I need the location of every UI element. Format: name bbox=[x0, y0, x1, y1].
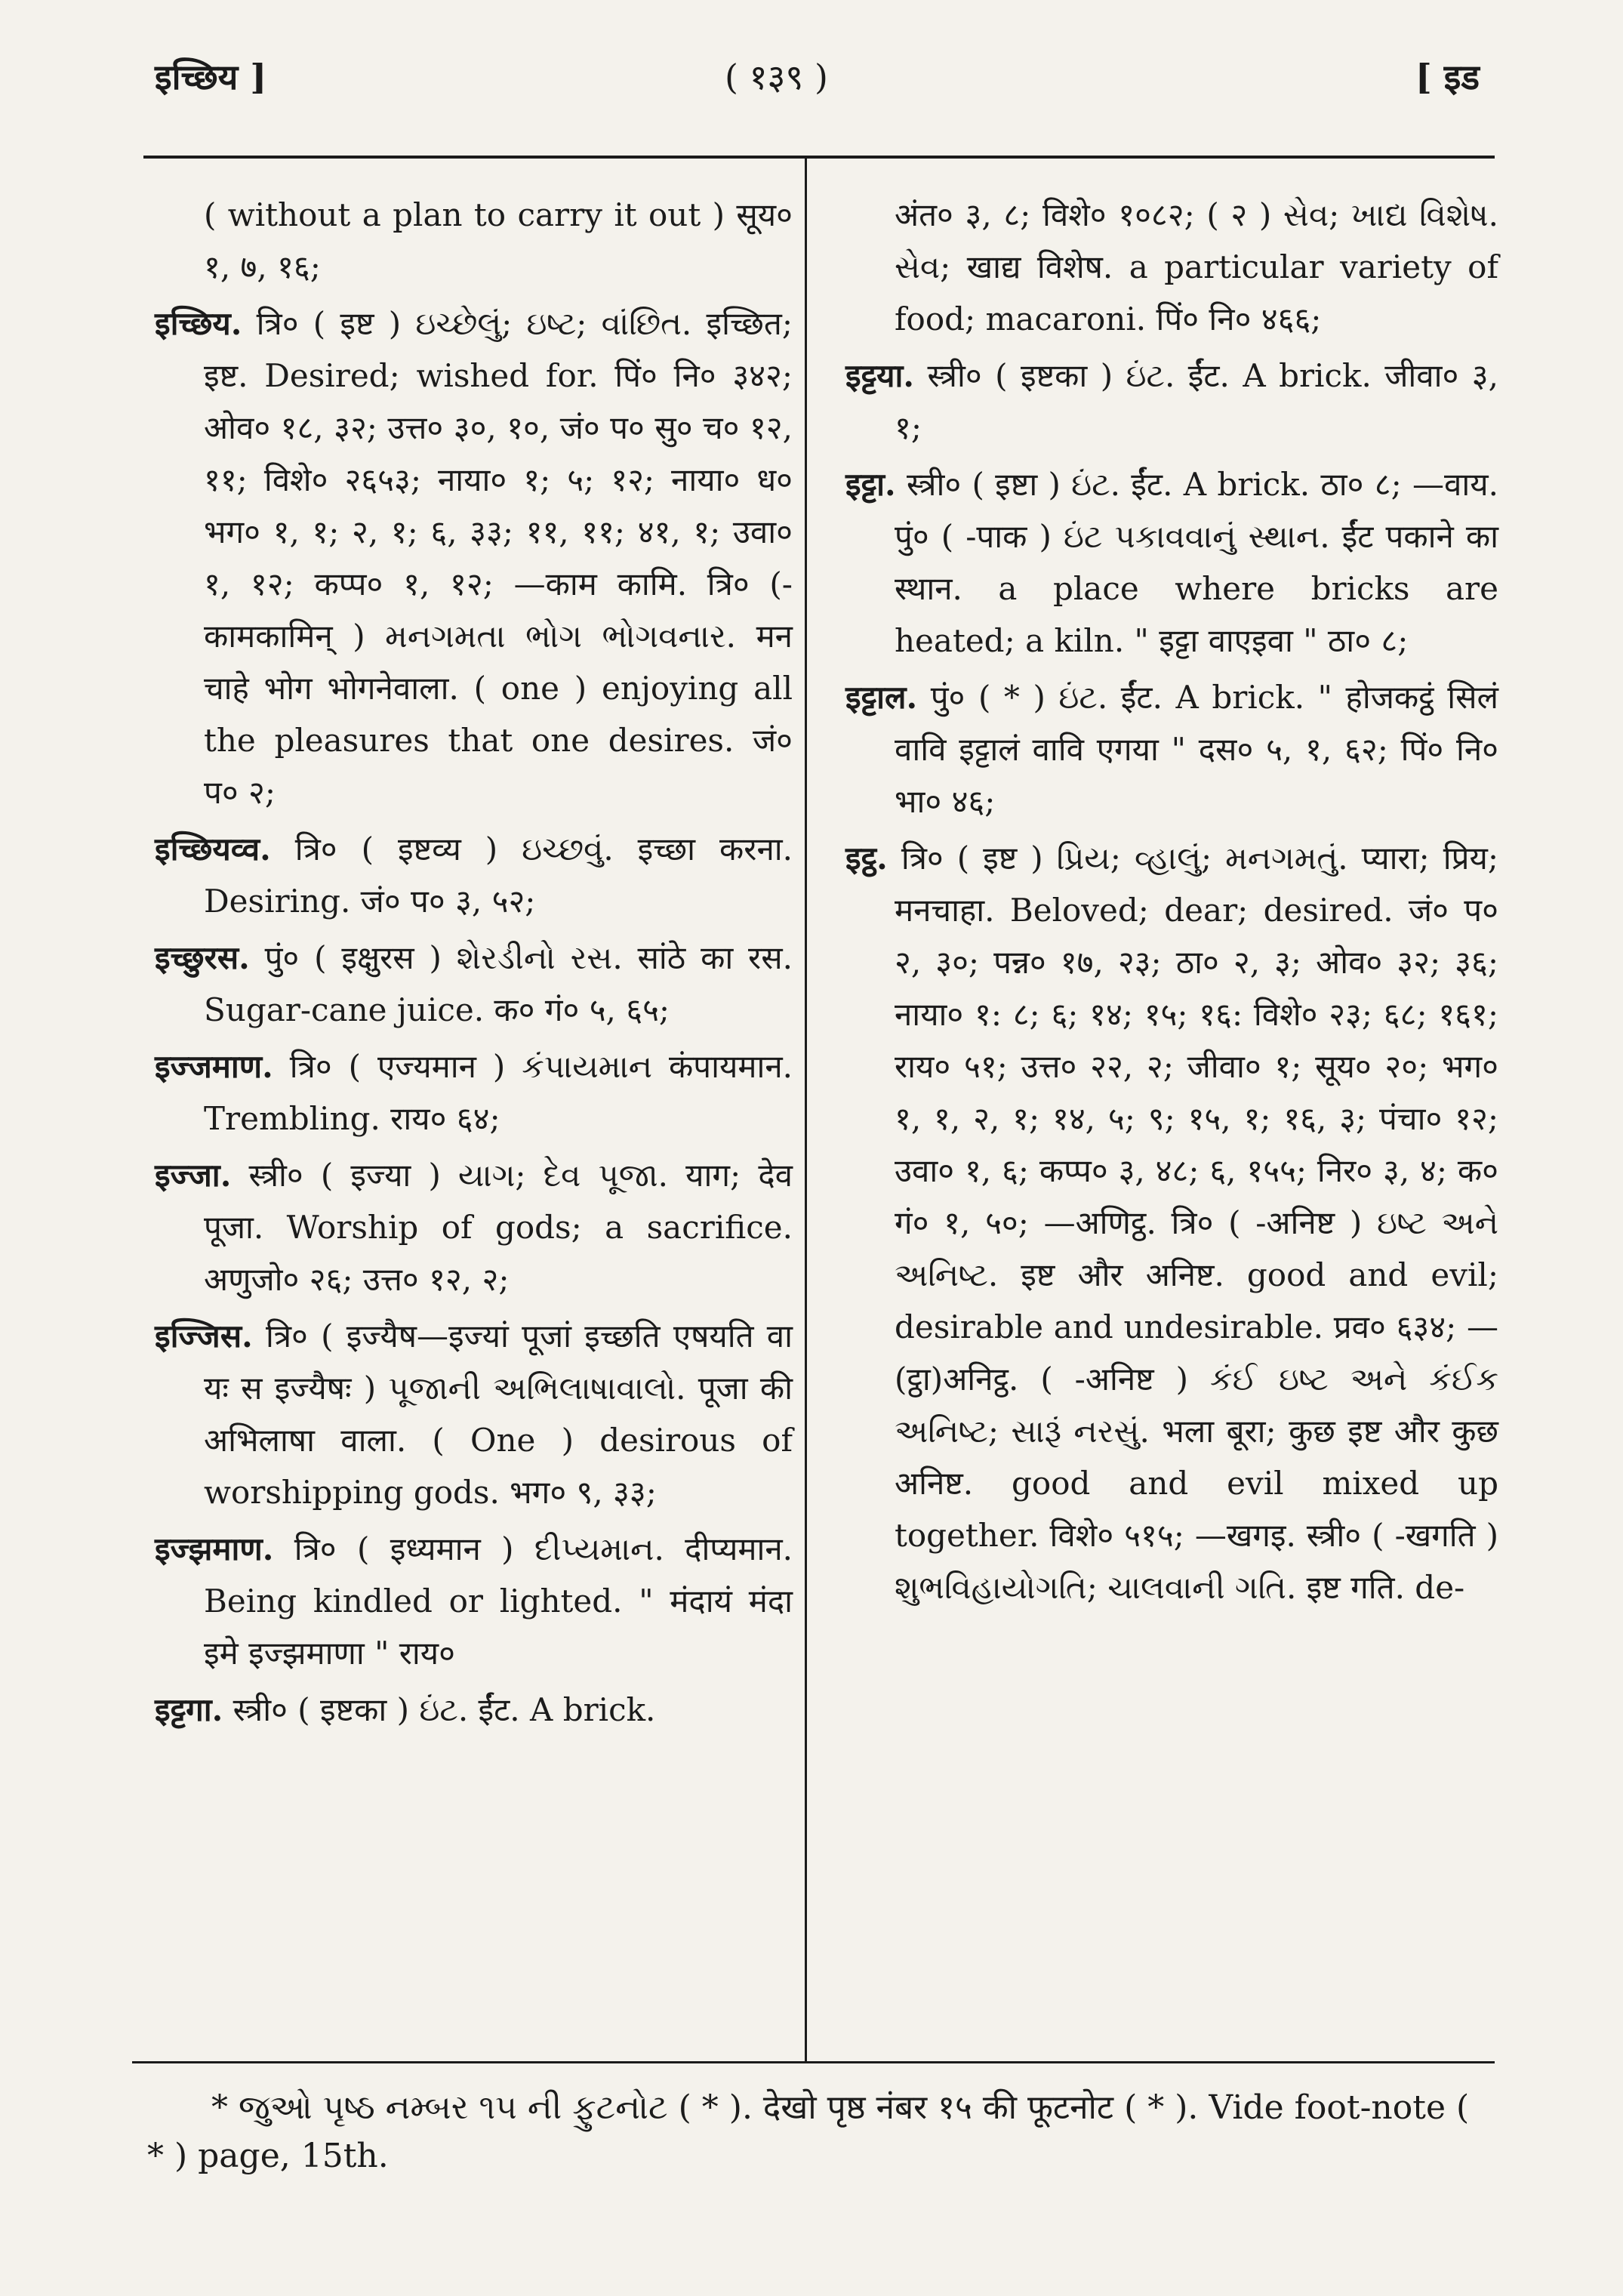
entry-text: त्रि० ( इध्यमान ) દીપ્યમાન. दीप्यमान. Being kindled or lighted. " मंदायं मंदा इमे इज्झमाणा " राय० bbox=[204, 1530, 793, 1672]
headword: इच्छिय. bbox=[155, 305, 242, 342]
dictionary-entry bbox=[845, 350, 1498, 454]
entry-text: स्त्री० ( इज्या ) યાગ; દેવ પૂજા. याग; देव पूजा. Worship of gods; a sacrifice. अणुजो० २६; उत्त० १२, २; bbox=[204, 1157, 793, 1298]
dictionary-entry bbox=[155, 932, 793, 1036]
entry-text: त्रि० ( इष्टव्य ) ઇચ્છવું. इच्छा करना. Desiring. जं० प० ३, ५२; bbox=[204, 831, 793, 920]
dictionary-entry bbox=[155, 297, 793, 818]
headword: इट्टा. bbox=[845, 466, 896, 503]
dictionary-entry bbox=[155, 1149, 793, 1305]
entry-text: स्त्री० ( इष्टका ) ઇંટ. ईंट. A brick. जीवा० ३, १; bbox=[895, 357, 1498, 446]
entry-text: अंत० ३, ८; विशे० १०८२; ( २ ) સેવ; ખાદ્ય વિશેષ. સેવ; खाद्य विशेष. a particular variety of food; macaroni. पिं० नि० ४६६; bbox=[895, 196, 1498, 337]
entry-text: त्रि० ( इष्ट ) પ્રિય; વ્હાલું; મનગમતું. प्यारा; प्रिय; मनचाहा. Beloved; dear; desired. जं० प० २, ३०; पन्न० १७, २३; ठा० २, ३; ओव० ३२; ३६; नाया० १: ८; ६; १४; १५; १६: विशे० २३; ६८; १६१; राय० ५१; उत्त० २२, २; जीवा० १; सूय० २०; भग० १, १, २, १; १४, ५; ९; १५, १; १६, ३; पंचा० १२; उवा० १, ६; कप्प० ३, ४८; ६, १५५; निर० ३, ४; क० गं० १, ५०; —अणिट्ठ. त्रि० ( -अनिष्ट ) ઇષ્ટ અને અનિષ્ટ. इष्ट और अनिष्ट. good and evil; desirable and undesirable. प्रव० ६३४; —(ट्ठा)अनिट्ठ. ( -अनिष्ट ) કંઈ ઇષ્ટ અને કંઈક અનિષ્ટ; સારૂં નરસું. भला बूरा; कुछ इष्ट और कुछ अनिष्ट. good and evil mixed up together. विशे० ५१५; —खगइ. स्त्री० ( -खगति ) શુભવિહાયોગતિ; ચાલવાની ગતિ. इष्ट गति. de- bbox=[895, 840, 1498, 1606]
dictionary-entry bbox=[845, 189, 1498, 345]
entry-text: ( without a plan to carry it out ) सूय० १, ७, १६; bbox=[204, 196, 793, 285]
dictionary-entry bbox=[845, 671, 1498, 827]
headword: इज्जिस. bbox=[155, 1318, 253, 1354]
headword: इच्छियव्व. bbox=[155, 831, 271, 868]
headword: इज्जा. bbox=[155, 1157, 232, 1194]
entry-text: त्रि० ( इज्यैष—इज्यां पूजां इच्छति एषयति वा यः स इज्यैषः ) પૂજાની અભિલાષાવાલો. पूजा की अभिलाषा वाला. ( One ) desirous of worshipping gods. भग० ९, ३३; bbox=[204, 1318, 793, 1511]
entry-text: स्त्री० ( इष्टा ) ઇંટ. ईंट. A brick. ठा० ८; —वाय. पुं० ( -पाक ) ઇંટ પકાવવાનું સ્થાન. ईंट पकाने का स्थान. a place where bricks are heated; a kiln. " इट्टा वाएइवा " ठा० ८; bbox=[895, 466, 1498, 659]
dictionary-entry bbox=[845, 458, 1498, 667]
dictionary-entry bbox=[155, 1684, 793, 1736]
right-column bbox=[845, 189, 1498, 1618]
running-head-left: इच्छिय ] bbox=[155, 57, 267, 97]
entry-text: स्त्री० ( इष्टका ) ઇંટ. ईंट. A brick. bbox=[233, 1691, 656, 1728]
headword: इज्झमाण. bbox=[155, 1530, 274, 1567]
dictionary-entry bbox=[155, 823, 793, 927]
dictionary-entry bbox=[155, 1523, 793, 1679]
dictionary-entry bbox=[155, 189, 793, 293]
left-column bbox=[155, 189, 793, 1740]
entry-text: पुं० ( * ) ઇંટ. ईंट. A brick. " होजकट्ठं सिलं वावि इट्टालं वावि एगया " दस० ५, १, ६२; पिं० नि० भा० ४६; bbox=[895, 679, 1498, 820]
headword: इट्टगा. bbox=[155, 1691, 223, 1728]
running-head-right: [ इड bbox=[1415, 57, 1480, 97]
dictionary-entry bbox=[155, 1040, 793, 1145]
footnote: * જુઓ પૃષ્ઠ નમ્બર ૧૫ ની ફુટનોટ ( * ). देखो पृष्ठ नंबर १५ की फूटनोट ( * ). Vide foot-note ( * ) page, 15th. bbox=[147, 2088, 1470, 2175]
headword: इट्टाल. bbox=[845, 679, 918, 716]
header-rule bbox=[143, 156, 1495, 159]
entry-text: त्रि० ( एज्यमान ) કંપાયમાન कंपायमान. Trembling. राय० ६४; bbox=[204, 1048, 793, 1137]
headword: इज्जमाण. bbox=[155, 1048, 273, 1085]
entry-text: त्रि० ( इष्ट ) ઇચ્છેલું; ઇષ્ટ; વાંછિત. इच्छित; इष्ट. Desired; wished for. पिं० नि० ३४२; ओव० १८, ३२; उत्त० ३०, १०, जं० प० सु० च० १२, ११; विशे० २६५३; नाया० १; ५; १२; नाया० ध० भग० १, १; २, १; ६, ३३; ११, ११; ४१, १; उवा० १, १२; कप्प० १, १२; —काम कामि. त्रि० (-कामकामिन् ) મનગમતા ભોગ ભોગવનાર. मन चाहे भोग भोगनेवाला. ( one ) enjoying all the pleasures that one desires. जं० प० २; bbox=[204, 305, 793, 811]
entry-text: पुं० ( इक्षुरस ) શેરડીનો રસ. सांठे का रस. Sugar-cane juice. क० गं० ५, ६५; bbox=[204, 939, 793, 1028]
footnote-rule bbox=[132, 2061, 1495, 2063]
column-divider bbox=[805, 159, 807, 2061]
page-number: ( १३९ ) bbox=[725, 57, 828, 97]
headword: इट्टया. bbox=[845, 357, 915, 394]
headword: इच्छुरस. bbox=[155, 939, 250, 976]
headword: इट्ठ. bbox=[845, 840, 888, 877]
dictionary-entry bbox=[845, 832, 1498, 1613]
dictionary-entry bbox=[155, 1310, 793, 1518]
